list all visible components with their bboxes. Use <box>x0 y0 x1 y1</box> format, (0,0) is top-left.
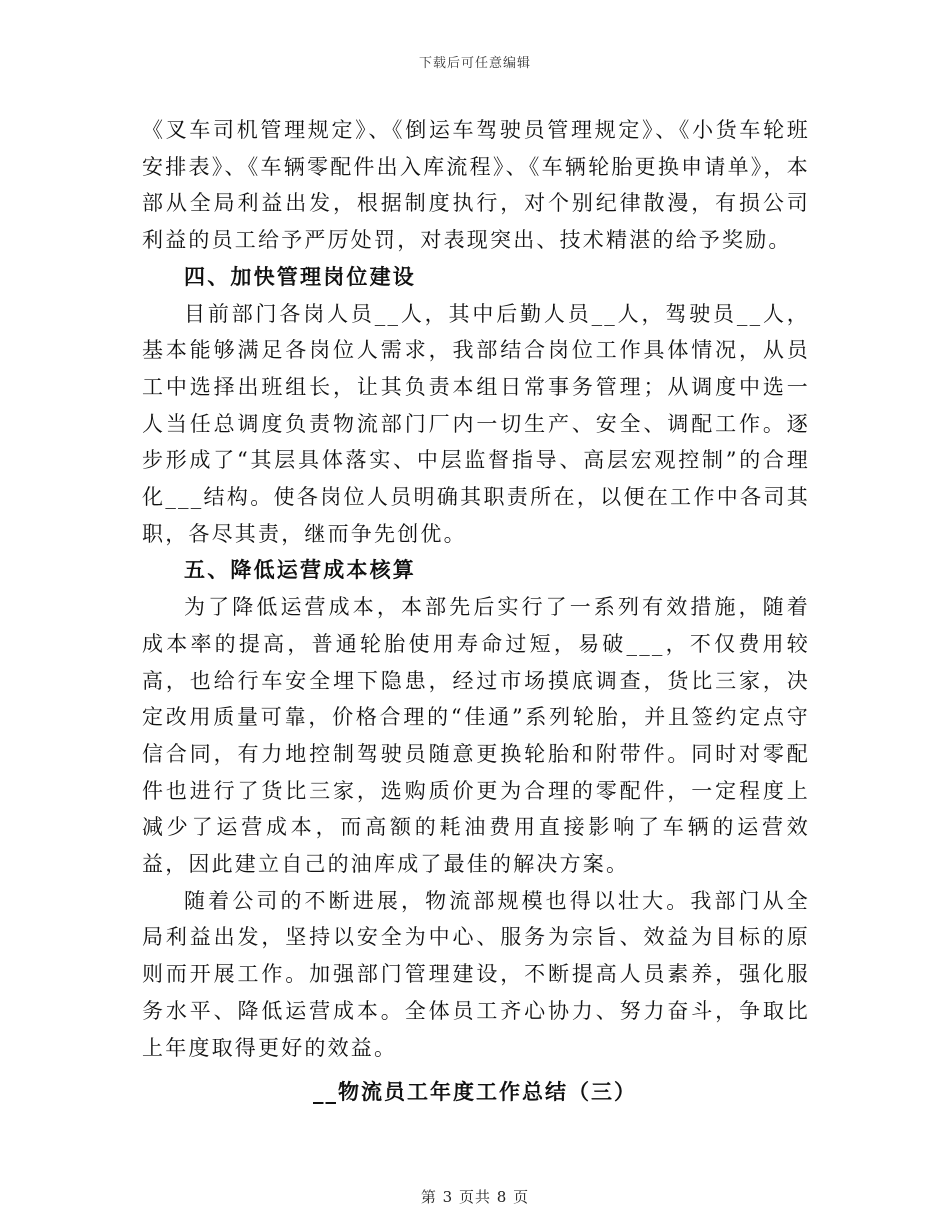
paragraph-cost-reduction: 为了降低运营成本，本部先后实行了一系列有效措施，随着成本率的提高，普通轮胎使用寿命过短，易破___，不仅费用较高，也给行车安全埋下隐患，经过市场摸底调查，货比三家，决定改用质量可靠，价格合理的“佳通”系列轮胎，并且签约定点守信合同，有力地控制驾驶员随意更换轮胎和附带件。同时对零配件也进行了货比三家，选购质价更为合理的零配件，一定程度上减少了运营成本，而高额的耗油费用直接影响了车辆的运营效益，因此建立自己的油库成了最佳的解决方案。 <box>142 595 810 877</box>
paragraph-regulations: 《叉车司机管理规定》、《倒运车驾驶员管理规定》、《小货车轮班安排表》、《车辆零配件出入库流程》、《车辆轮胎更换申请单》，本部从全局利益出发，根据制度执行，对个别纪律散漫，有损公司利益的员工给予严厉处罚，对表现突出、技术精湛的给予奖励。 <box>142 118 810 253</box>
paragraph-conclusion: 随着公司的不断进展，物流部规模也得以壮大。我部门从全局利益出发，坚持以安全为中心、服务为宗旨、效益为目标的原则而开展工作。加强部门管理建设，不断提高人员素养，强化服务水平、降低运营成本。全体员工齐心协力、努力奋斗，争取比上年度取得更好的效益。 <box>142 888 810 1060</box>
section-heading-5: 五、降低运营成本核算 <box>184 557 416 583</box>
page-header: 下载后可任意编辑 <box>418 56 531 71</box>
paragraph-staffing: 目前部门各岗人员__人，其中后勤人员__人，驾驶员__人，基本能够满足各岗位人需求，我部结合岗位工作具体情况，从员工中选择出班组长，让其负责本组日常事务管理；从调度中选一人当任总调度负责物流部门厂内一切生产、安全、调配工作。逐步形成了“其层具体落实、中层监督指导、高层宏观控制”的合理化___结构。使各岗位人员明确其职责所在，以便在工作中各司其职，各尽其责，继而争先创优。 <box>142 301 810 546</box>
document-body <box>142 112 810 1066</box>
section-heading-4: 四、加快管理岗位建设 <box>184 263 416 289</box>
next-document-title: __物流员工年度工作总结（三） <box>313 1079 637 1104</box>
page-footer: 第 3 页共 8 页 <box>420 1188 530 1206</box>
